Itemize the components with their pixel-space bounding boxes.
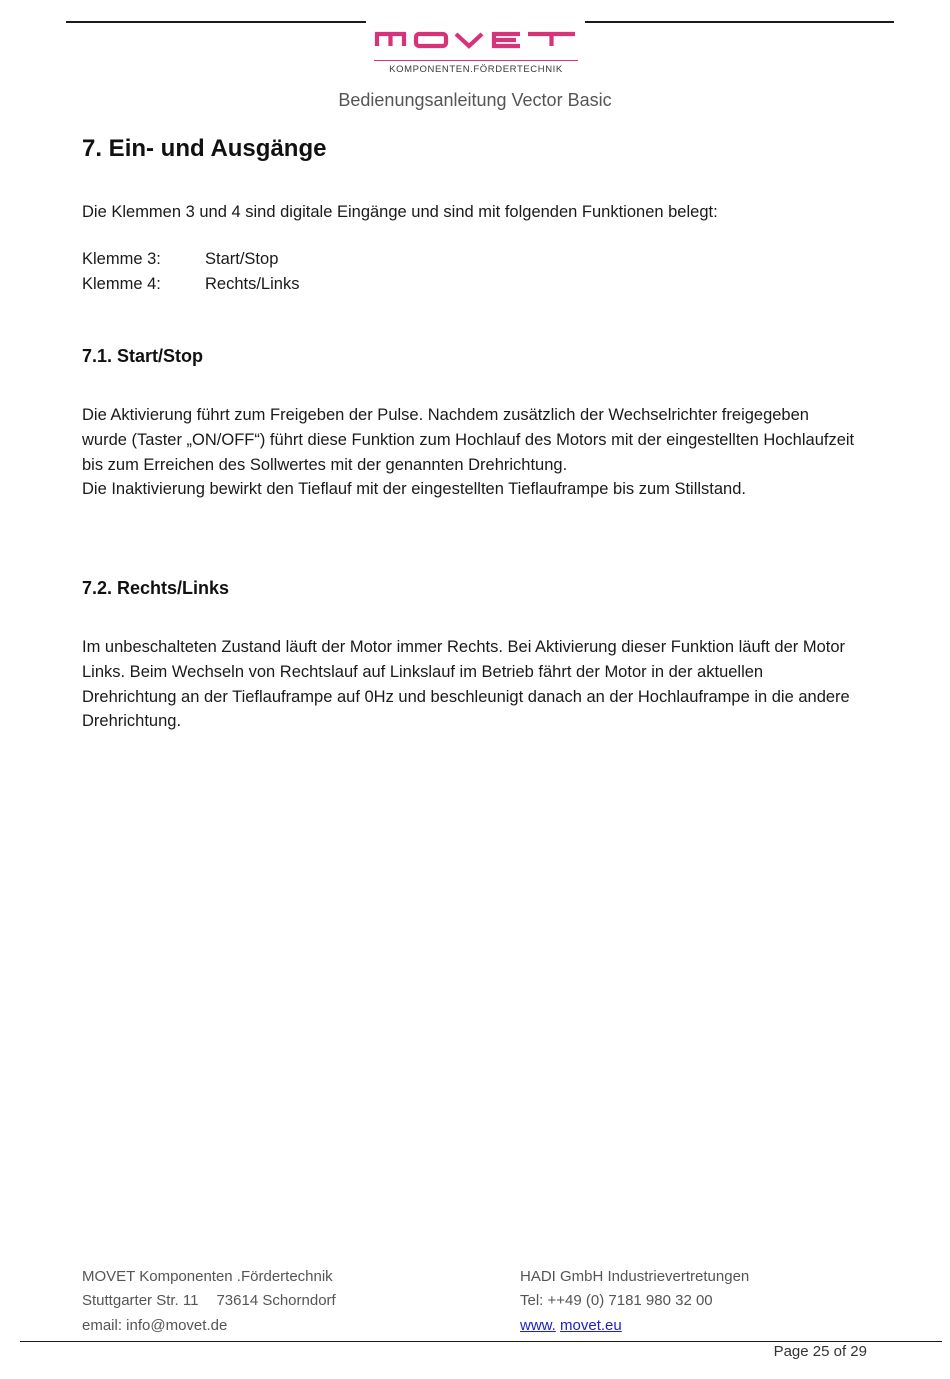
text-line: Drehrichtung an der Tieflauframpe auf 0Hz und beschleunigt danach an der Hochlauframpe in die andere [82,687,850,706]
footer-phone: Tel: ++49 (0) 7181 980 32 00 [520,1292,713,1309]
header-rule-right [585,21,894,23]
terminal-label: Klemme 4: [82,275,161,293]
terminal-row [82,275,299,294]
footer-email: email: info@movet.de [82,1317,228,1334]
subsection-heading-start-stop: 7.1. Start/Stop [82,346,204,366]
text-line: Drehrichtung. [82,712,182,731]
footer-company-right: HADI GmbH Industrievertretungen [520,1268,750,1285]
text-line: bis zum Erreichen des Sollwertes mit der genannten Drehrichtung. [82,455,568,474]
text-line: wurde (Taster „ON/OFF“) führt diese Funktion zum Hochlauf des Motors mit der eingestellten Hochlaufzeit [82,430,855,449]
logo-divider [374,60,578,61]
website-link-prefix[interactable]: www. [520,1317,556,1334]
text-line: Links. Beim Wechseln von Rechtslauf auf Linkslauf im Betrieb fährt der Motor in der aktuellen [82,662,764,681]
terminal-value: Start/Stop [205,250,279,268]
footer-city: 73614 Schorndorf [216,1292,336,1309]
footer-address [82,1292,336,1309]
footer-company-left: MOVET Komponenten .Fördertechnik [82,1268,333,1285]
intro-paragraph: Die Klemmen 3 und 4 sind digitale Eingänge und sind mit folgenden Funktionen belegt: [82,203,718,221]
subsection-heading-rechts-links: 7.2. Rechts/Links [82,578,230,598]
footer-street: Stuttgarter Str. 11 [82,1292,199,1309]
terminal-value: Rechts/Links [205,275,300,293]
text-line: Die Inaktivierung bewirkt den Tieflauf mit der eingestellten Tieflauframpe bis zum Stillstand. [82,480,746,499]
document-title: Bedienungsanleitung Vector Basic [338,90,612,110]
footer-website [520,1317,622,1334]
logo-subtitle: KOMPONENTEN.FÖRDERTECHNIK [389,64,563,75]
terminal-row [82,250,278,269]
terminal-label: Klemme 3: [82,250,161,268]
page-number: Page 25 of 29 [773,1343,867,1360]
header-rule-left [66,21,366,23]
text-line: Die Aktivierung führt zum Freigeben der Pulse. Nachdem zusätzlich der Wechselrichter freigegeben [82,406,809,424]
footer-rule [20,1341,942,1342]
rechts-links-paragraph [82,635,882,734]
start-stop-paragraph [82,403,882,502]
section-heading: 7. Ein- und Ausgänge [82,135,327,162]
website-link[interactable]: movet.eu [560,1317,622,1334]
text-line: Im unbeschalteten Zustand läuft der Motor immer Rechts. Bei Aktivierung dieser Funktion läuft der Motor [82,638,846,656]
